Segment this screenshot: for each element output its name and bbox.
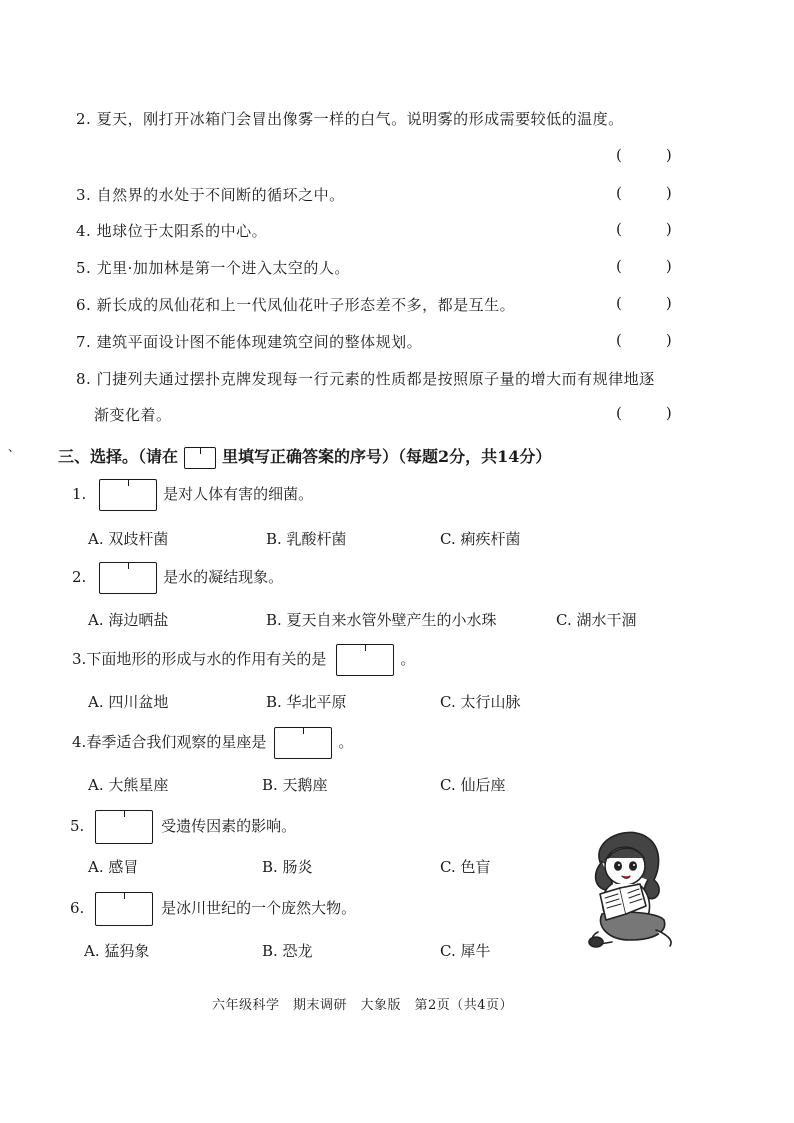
question-5: 5. 受遗传因素的影响。 xyxy=(70,806,296,846)
answer-box-2[interactable] xyxy=(99,562,157,594)
q5-option-b[interactable]: B. 肠炎 xyxy=(262,858,313,876)
judge-answer-3[interactable]: ( ) xyxy=(616,184,672,202)
q5-option-a[interactable]: A. 感冒 xyxy=(88,858,139,876)
section3-title-prefix: 三、选择。（请在 xyxy=(58,447,179,466)
q6-option-b[interactable]: B. 恐龙 xyxy=(262,942,313,960)
question-3: 3.下面地形的形成与水的作用有关的是 。 xyxy=(72,640,415,678)
question-4: 4.春季适合我们观察的星座是 。 xyxy=(72,722,353,762)
q4-option-c[interactable]: C. 仙后座 xyxy=(440,776,506,794)
judge-item-2: 2. 夏天，刚打开冰箱门会冒出像雾一样的白气。说明雾的形成需要较低的温度。 xyxy=(76,110,624,128)
q4-option-a[interactable]: A. 大熊星座 xyxy=(88,776,169,794)
judge-item-8: 8. 门捷列夫通过摆扑克牌发现每一行元素的性质都是按照原子量的增大而有规律地逐 xyxy=(76,370,655,388)
answer-box-5[interactable] xyxy=(95,810,153,844)
reading-girl-illustration xyxy=(578,828,690,952)
judge-item-6: 6. 新长成的凤仙花和上一代凤仙花叶子形态差不多，都是互生。 xyxy=(76,296,516,314)
q3-option-a[interactable]: A. 四川盆地 xyxy=(88,693,169,711)
q2-option-c[interactable]: C. 湖水干涸 xyxy=(556,611,637,629)
answer-box-icon xyxy=(184,447,216,469)
judge-item-3: 3. 自然界的水处于不间断的循环之中。 xyxy=(76,186,345,204)
answer-box-6[interactable] xyxy=(95,892,153,926)
section3-title-suffix: 里填写正确答案的序号）（每题2分，共14分） xyxy=(222,447,552,466)
question-2: 2. 是水的凝结现象。 xyxy=(72,558,283,596)
q6-option-c[interactable]: C. 犀牛 xyxy=(440,942,491,960)
answer-box-1[interactable] xyxy=(99,479,157,511)
answer-box-3[interactable] xyxy=(336,644,394,676)
judge-item-8-cont: 渐变化着。 xyxy=(94,406,172,424)
q1-option-c[interactable]: C. 痢疾杆菌 xyxy=(440,530,521,548)
judge-answer-4[interactable]: ( ) xyxy=(616,220,672,238)
judge-answer-2[interactable]: ( ) xyxy=(616,146,672,164)
stray-mark: 、 xyxy=(8,440,21,454)
answer-box-4[interactable] xyxy=(274,727,332,759)
judge-item-7: 7. 建筑平面设计图不能体现建筑空间的整体规划。 xyxy=(76,333,423,351)
q6-option-a[interactable]: A. 猛犸象 xyxy=(84,942,150,960)
question-6: 6. 是冰川世纪的一个庞然大物。 xyxy=(70,888,356,928)
question-1: 1. 是对人体有害的细菌。 xyxy=(72,476,313,512)
q5-option-c[interactable]: C. 色盲 xyxy=(440,858,491,876)
q2-option-a[interactable]: A. 海边晒盐 xyxy=(88,611,169,629)
judge-answer-7[interactable]: ( ) xyxy=(616,331,672,349)
q1-option-b[interactable]: B. 乳酸杆菌 xyxy=(266,530,347,548)
q4-option-b[interactable]: B. 天鹅座 xyxy=(262,776,328,794)
q1-option-a[interactable]: A. 双歧杆菌 xyxy=(88,530,169,548)
judge-answer-6[interactable]: ( ) xyxy=(616,294,672,312)
q3-option-c[interactable]: C. 太行山脉 xyxy=(440,693,521,711)
page-footer: 六年级科学 期末调研 大象版 第2页（共4页） xyxy=(212,998,514,1013)
judge-item-4: 4. 地球位于太阳系的中心。 xyxy=(76,222,268,240)
q2-option-b[interactable]: B. 夏天自来水管外壁产生的小水珠 xyxy=(266,611,497,629)
judge-answer-5[interactable]: ( ) xyxy=(616,257,672,275)
q3-option-b[interactable]: B. 华北平原 xyxy=(266,693,347,711)
judge-answer-8[interactable]: ( ) xyxy=(616,404,672,422)
section3-title xyxy=(58,444,551,469)
judge-item-5: 5. 尤里·加加林是第一个进入太空的人。 xyxy=(76,259,350,277)
